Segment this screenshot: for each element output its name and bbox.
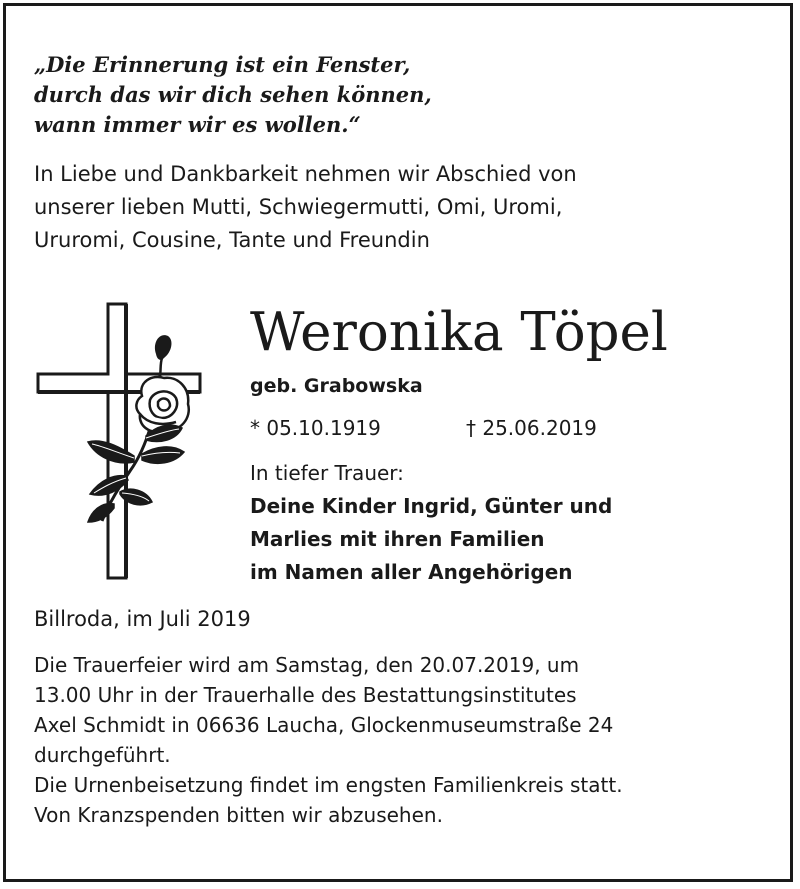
funeral-info-line: Die Trauerfeier wird am Samstag, den 20.07.2019, um xyxy=(34,653,580,677)
mourners-line: Marlies mit ihren Familien xyxy=(250,527,545,551)
mourners-list xyxy=(250,490,612,589)
quote-line: „Die Erinnerung ist ein Fenster, xyxy=(34,52,411,77)
funeral-info-line: Axel Schmidt in 06636 Laucha, Glockenmuseumstraße 24 xyxy=(34,713,614,737)
mourning-intro: In tiefer Trauer: xyxy=(250,461,404,485)
intro-line: Ururomi, Cousine, Tante und Freundin xyxy=(34,228,430,252)
place-date: Billroda, im Juli 2019 xyxy=(34,607,251,631)
deceased-name: Weronika Töpel xyxy=(250,302,668,363)
intro-line: In Liebe und Dankbarkeit nehmen wir Abschied von xyxy=(34,162,577,186)
mourners-line: im Namen aller Angehörigen xyxy=(250,560,573,584)
death-date: † 25.06.2019 xyxy=(466,416,597,440)
funeral-info-line: 13.00 Uhr in der Trauerhalle des Bestattungsinstitutes xyxy=(34,683,577,707)
funeral-info xyxy=(34,650,754,830)
quote-line: wann immer wir es wollen.“ xyxy=(34,112,361,137)
cross-with-rose-icon xyxy=(30,296,210,586)
funeral-info-line: durchgeführt. xyxy=(34,743,171,767)
funeral-info-line: Von Kranzspenden bitten wir abzusehen. xyxy=(34,803,443,827)
birth-name: geb. Grabowska xyxy=(250,375,423,397)
quote xyxy=(34,50,554,140)
mourners-line: Deine Kinder Ingrid, Günter und xyxy=(250,494,613,518)
intro-text xyxy=(34,158,734,257)
funeral-info-line: Die Urnenbeisetzung findet im engsten Familienkreis statt. xyxy=(34,773,623,797)
birth-date: * 05.10.1919 xyxy=(250,416,381,440)
quote-line: durch das wir dich sehen können, xyxy=(34,82,432,107)
intro-line: unserer lieben Mutti, Schwiegermutti, Omi, Uromi, xyxy=(34,195,563,219)
